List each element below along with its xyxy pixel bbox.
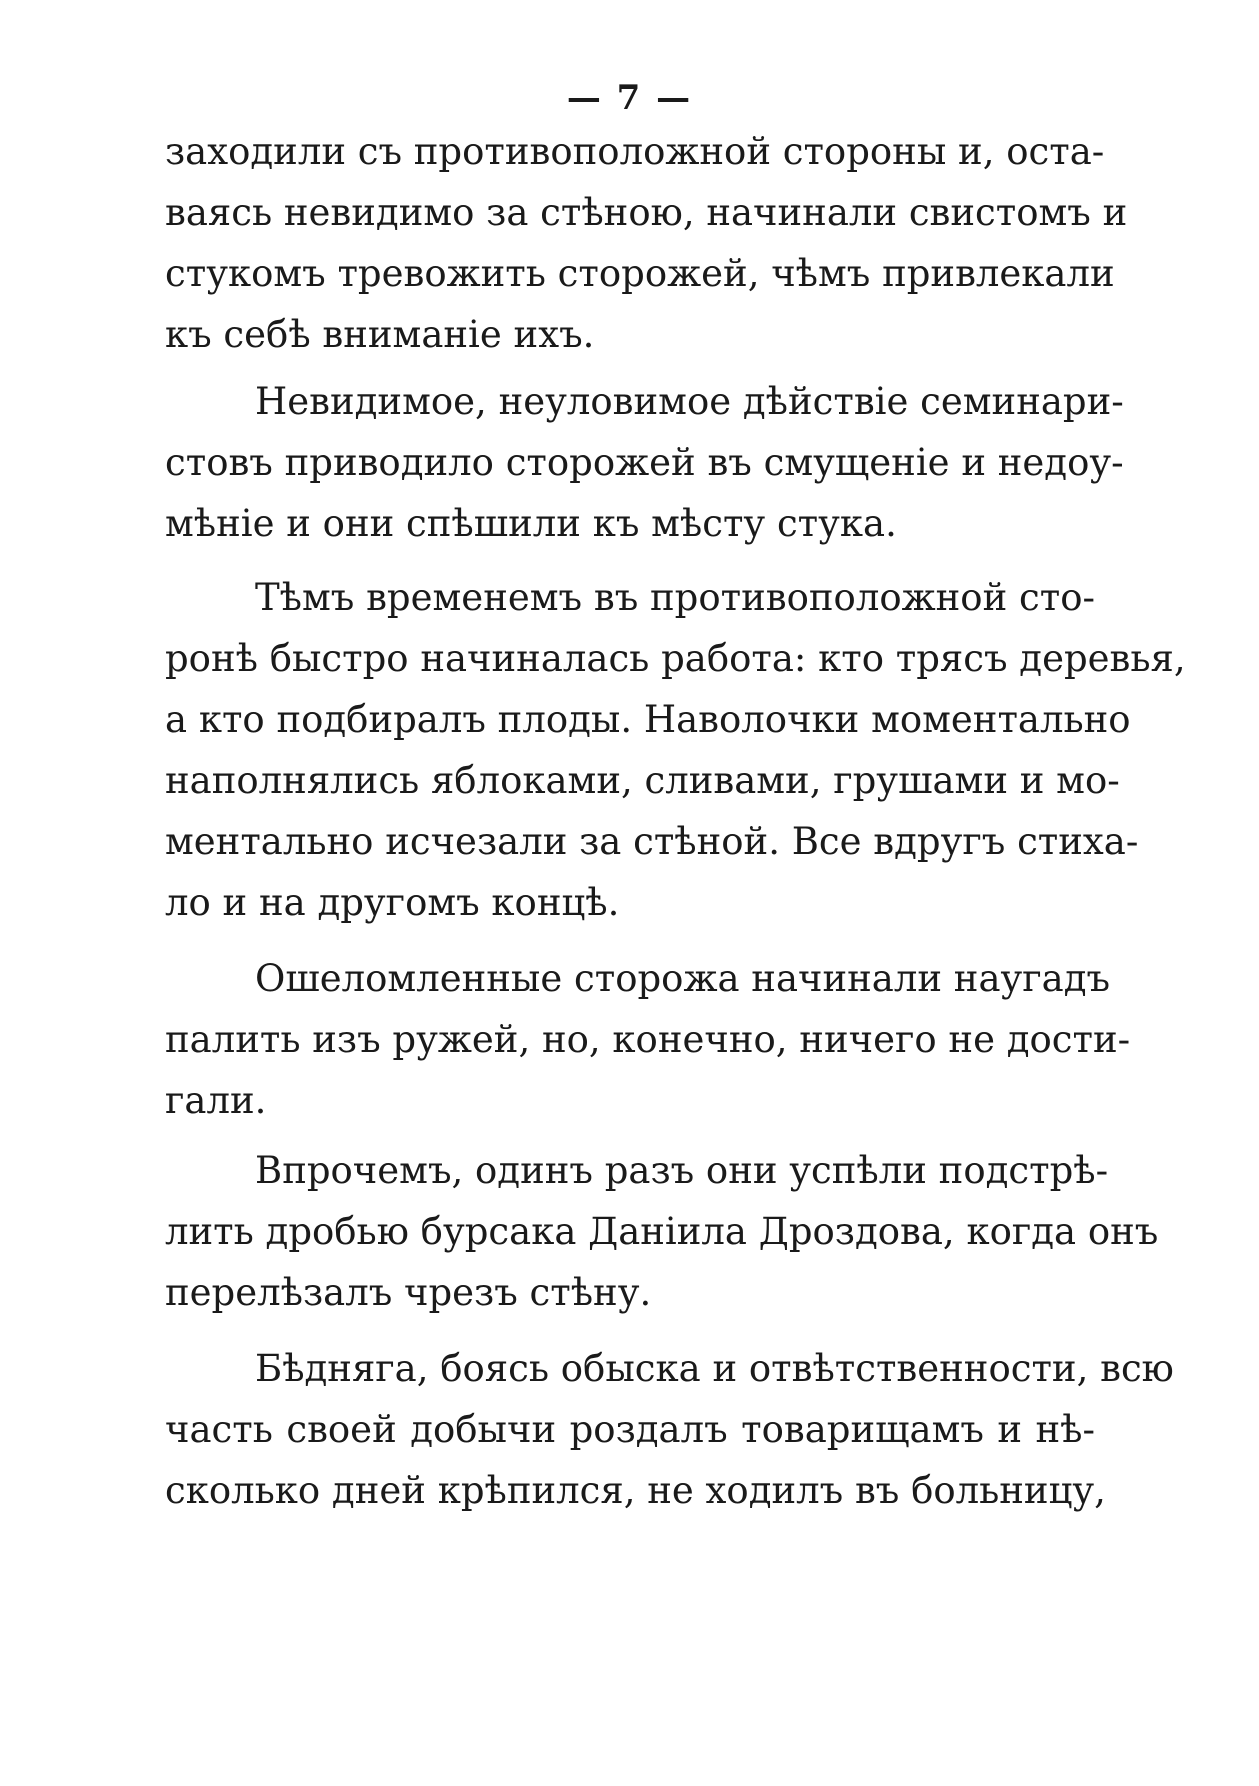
- text-line: къ себѣ вниманіе ихъ.: [165, 313, 595, 356]
- text-line: часть своей добычи роздалъ товарищамъ и нѣ-: [165, 1408, 1095, 1451]
- text-line: наполнялись яблоками, сливами, грушами и мо-: [165, 759, 1120, 802]
- text-line: лить дробью бурсака Даніила Дроздова, когда онъ: [165, 1210, 1159, 1253]
- text-line: палить изъ ружей, но, конечно, ничего не дости-: [165, 1018, 1131, 1061]
- text-line: ментально исчезали за стѣной. Все вдругъ стиха-: [165, 820, 1139, 863]
- text-line: Тѣмъ временемъ въ противоположной сто-: [255, 576, 1095, 619]
- text-line: стовъ приводило сторожей въ смущеніе и недоу-: [165, 441, 1124, 484]
- text-line: Бѣдняга, боясь обыска и отвѣтственности, всю: [255, 1347, 1174, 1390]
- text-line: гали.: [165, 1079, 267, 1122]
- text-line: ронѣ быстро начиналась работа: кто трясъ деревья,: [165, 637, 1186, 680]
- text-line: заходили съ противоположной стороны и, оста-: [165, 130, 1105, 173]
- text-line: сколько дней крѣпился, не ходилъ въ больницу,: [165, 1469, 1106, 1512]
- text-line: ваясь невидимо за стѣною, начинали свистомъ и: [165, 191, 1128, 234]
- text-line: Ошеломленные сторожа начинали наугадъ: [255, 957, 1111, 1000]
- text-line: Невидимое, неуловимое дѣйствіе семинари-: [255, 380, 1124, 423]
- text-line: ло и на другомъ концѣ.: [165, 881, 620, 924]
- text-line: мѣніе и они спѣшили къ мѣсту стука.: [165, 502, 897, 545]
- page-number: — 7 —: [566, 78, 693, 118]
- text-line: а кто подбиралъ плоды. Наволочки моментально: [165, 698, 1131, 741]
- text-line: стукомъ тревожить сторожей, чѣмъ привлекали: [165, 252, 1115, 295]
- text-line: перелѣзалъ чрезъ стѣну.: [165, 1271, 652, 1314]
- text-line: Впрочемъ, одинъ разъ они успѣли подстрѣ-: [255, 1149, 1109, 1192]
